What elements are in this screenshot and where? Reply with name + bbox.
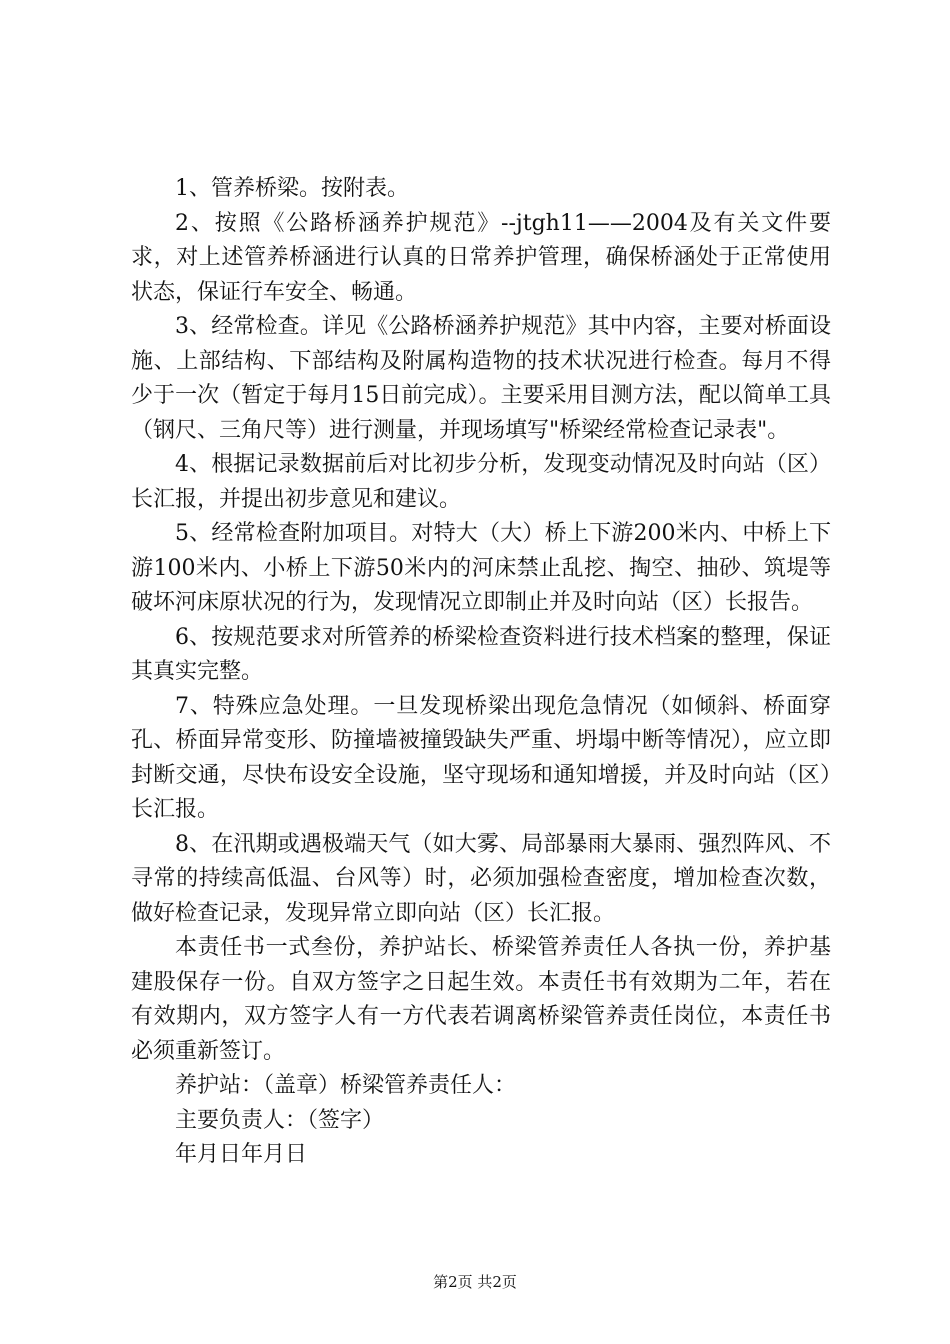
paragraph-item-6: 6、按规范要求对所管养的桥梁检查资料进行技术档案的整理，保证其真实完整。 <box>131 624 831 684</box>
document-body <box>131 172 831 1173</box>
paragraph-item-7: 7、特殊应急处理。一旦发现桥梁出现危急情况（如倾斜、桥面穿孔、桥面异常变形、防撞墙被撞毁缺失严重、坍塌中断等情况），应立即封断交通，尽快布设安全设施，坚守现场和通知增援，并及时向站（区）长汇报。 <box>131 693 831 822</box>
page-number-footer: 第2页 共2页 <box>433 1273 517 1291</box>
paragraph-item-1: 1、管养桥梁。按附表。 <box>175 176 409 201</box>
paragraph-item-5: 5、经常检查附加项目。对特大（大）桥上下游200米内、中桥上下游100米内、小桥上下游50米内的河床禁止乱挖、掏空、抽砂、筑堤等破坏河床原状况的行为，发现情况立即制止并及时向站（区）长报告。 <box>131 521 831 615</box>
paragraph-item-4: 4、根据记录数据前后对比初步分析，发现变动情况及时向站（区）长汇报，并提出初步意见和建议。 <box>131 452 831 512</box>
signature-date-line: 年月日年月日 <box>175 1142 308 1167</box>
paragraph-item-3: 3、经常检查。详见《公路桥涵养护规范》其中内容，主要对桥面设施、上部结构、下部结构及附属构造物的技术状况进行检查。每月不得少于一次（暂定于每月15日前完成）。主要采用目测方法，配以简单工具（钢尺、三角尺等）进行测量，并现场填写"桥梁经常检查记录表"。 <box>131 314 831 443</box>
validity-paragraph: 本责任书一式叁份，养护站长、桥梁管养责任人各执一份，养护基建股保存一份。自双方签字之日起生效。本责任书有效期为二年，若在有效期内，双方签字人有一方代表若调离桥梁管养责任岗位，本责任书必须重新签订。 <box>131 935 831 1064</box>
paragraph-item-2: 2、按照《公路桥涵养护规范》--jtgh11——2004及有关文件要求，对上述管养桥涵进行认真的日常养护管理，确保桥涵处于正常使用状态，保证行车安全、畅通。 <box>131 210 831 305</box>
signature-station-line: 养护站：（盖章）桥梁管养责任人： <box>175 1073 517 1098</box>
paragraph-item-8: 8、在汛期或遇极端天气（如大雾、局部暴雨大暴雨、强烈阵风、不寻常的持续高低温、台风等）时，必须加强检查密度，增加检查次数，做好检查记录，发现异常立即向站（区）长汇报。 <box>131 831 831 926</box>
signature-leader-line: 主要负责人：（签字） <box>175 1107 385 1133</box>
